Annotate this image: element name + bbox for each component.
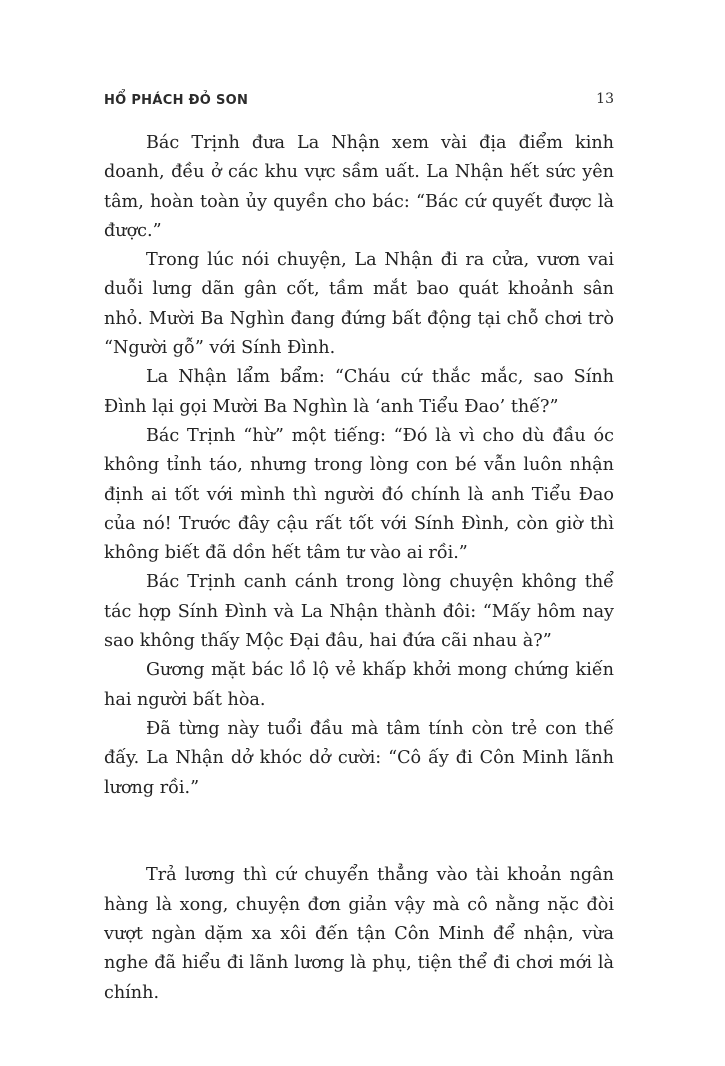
body-text (104, 129, 614, 1008)
paragraph: Gương mặt bác lồ lộ vẻ khấp khởi mong chứng kiến hai người bất hòa. (104, 660, 614, 710)
paragraph: Đã từng này tuổi đầu mà tâm tính còn trẻ con thế đấy. La Nhận dở khóc dở cười: “Cô ấy đi Côn Minh lãnh lương rồi.” (104, 718, 614, 798)
paragraph: Trong lúc nói chuyện, La Nhận đi ra cửa, vươn vai duỗi lưng dãn gân cốt, tầm mắt bao quát khoảnh sân nhỏ. Mười Ba Nghìn đang đứng bất động tại chỗ chơi trò “Người gỗ” với Sính Đình. (104, 250, 614, 359)
paragraph: Bác Trịnh “hừ” một tiếng: “Đó là vì cho dù đầu óc không tỉnh táo, nhưng trong lòng con bé vẫn luôn nhận định ai tốt với mình thì người đó chính là anh Tiểu Đao của nó! Trước đây cậu rất tốt với Sính Đình, còn giờ thì không biết đã dồn hết tâm tư vào ai rồi.” (104, 425, 614, 564)
page-number: 13 (596, 91, 614, 107)
paragraph: La Nhận lẩm bẩm: “Cháu cứ thắc mắc, sao Sính Đình lại gọi Mười Ba Nghìn là ‘anh Tiểu Đao’ thế?” (104, 367, 614, 417)
running-head-title: HỔ PHÁCH ĐỎ SON (104, 93, 249, 108)
paragraph: Bác Trịnh đưa La Nhận xem vài địa điểm kinh doanh, đều ở các khu vực sầm uất. La Nhận hết sức yên tâm, hoàn toàn ủy quyền cho bác: “Bác cứ quyết được là được.” (104, 133, 614, 241)
paragraph: Trả lương thì cứ chuyển thẳng vào tài khoản ngân hàng là xong, chuyện đơn giản vậy mà cô nằng nặc đòi vượt ngàn dặm xa xôi đến tận Côn Minh để nhận, vừa nghe đã hiểu đi lãnh lương là phụ, tiện thể đi chơi mới là chính. (104, 865, 614, 1003)
paragraph: Bác Trịnh canh cánh trong lòng chuyện không thể tác hợp Sính Đình và La Nhận thành đôi: “Mấy hôm nay sao không thấy Mộc Đại đâu, hai đứa cãi nhau à?” (104, 572, 614, 652)
